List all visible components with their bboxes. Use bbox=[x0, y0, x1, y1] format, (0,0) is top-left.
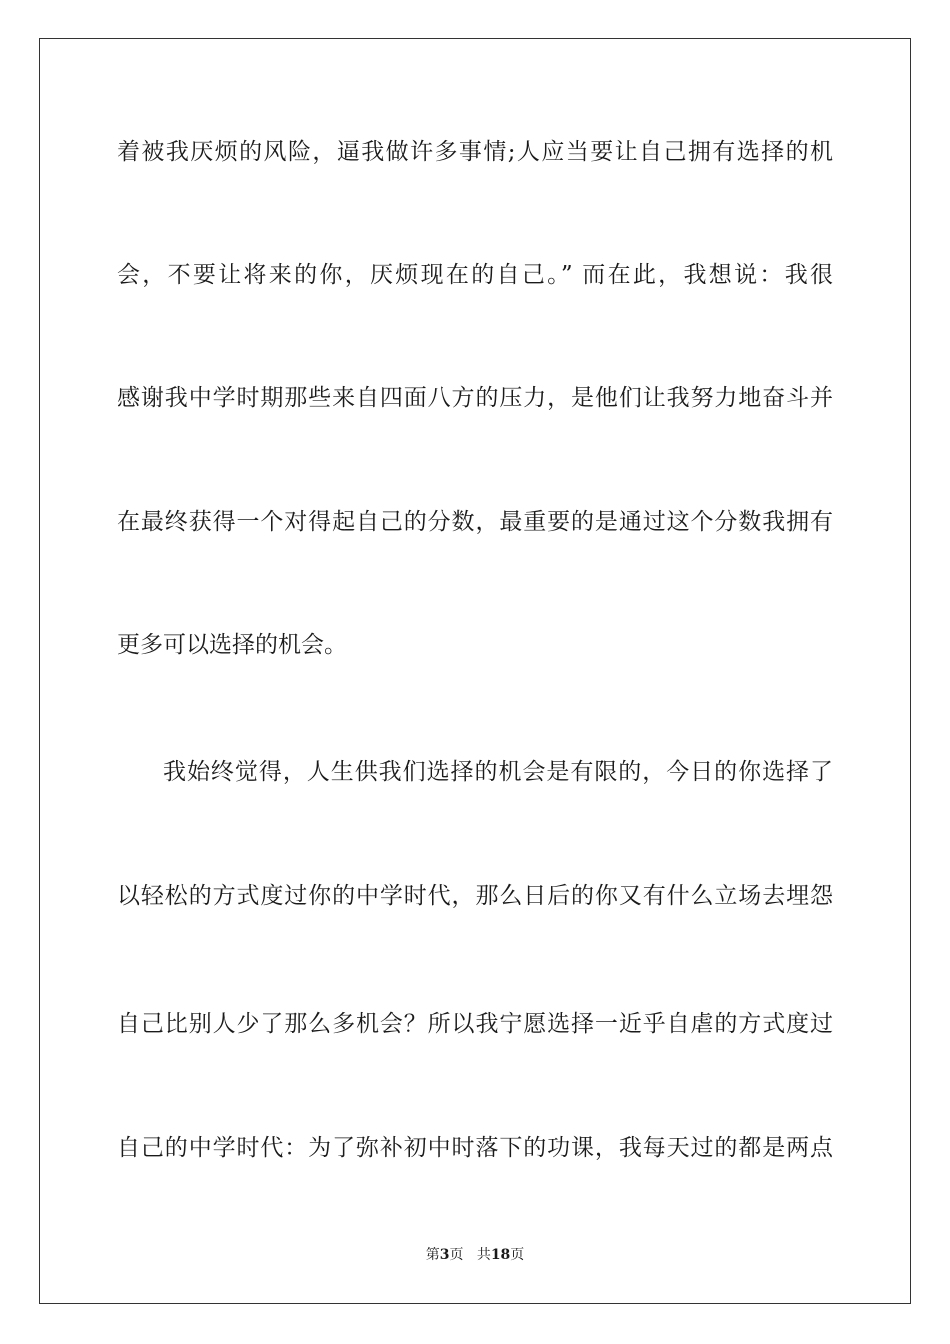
text-line: 以轻松的方式度过你的中学时代，那么日后的你又有什么立场去埋怨 bbox=[117, 883, 833, 909]
page-suffix: 页 bbox=[449, 1247, 464, 1263]
text-line: 感谢我中学时期那些来自四面八方的压力，是他们让我努力地奋斗并 bbox=[117, 385, 833, 411]
text-line: 更多可以选择的机会。 bbox=[117, 632, 347, 658]
page-number: 3 bbox=[439, 1247, 450, 1263]
text-line: 自己的中学时代：为了弥补初中时落下的功课，我每天过的都是两点 bbox=[117, 1135, 833, 1161]
page-footer bbox=[0, 1245, 950, 1265]
total-suffix: 页 bbox=[510, 1247, 525, 1263]
text-line: 自己比别人少了那么多机会？所以我宁愿选择一近乎自虐的方式度过 bbox=[117, 1011, 833, 1037]
text-line: 在最终获得一个对得起自己的分数，最重要的是通过这个分数我拥有 bbox=[117, 509, 833, 535]
text-line: 我始终觉得，人生供我们选择的机会是有限的，今日的你选择了 bbox=[163, 759, 833, 785]
text-line: 着被我厌烦的风险，逼我做许多事情;人应当要让自己拥有选择的机 bbox=[117, 139, 833, 165]
page-prefix: 第 bbox=[425, 1247, 440, 1263]
total-prefix: 共 bbox=[476, 1247, 491, 1263]
page-border bbox=[39, 38, 911, 1304]
total-pages: 18 bbox=[490, 1247, 511, 1263]
text-line: 会，不要让将来的你，厌烦现在的自己。” 而在此，我想说：我很 bbox=[117, 262, 833, 288]
